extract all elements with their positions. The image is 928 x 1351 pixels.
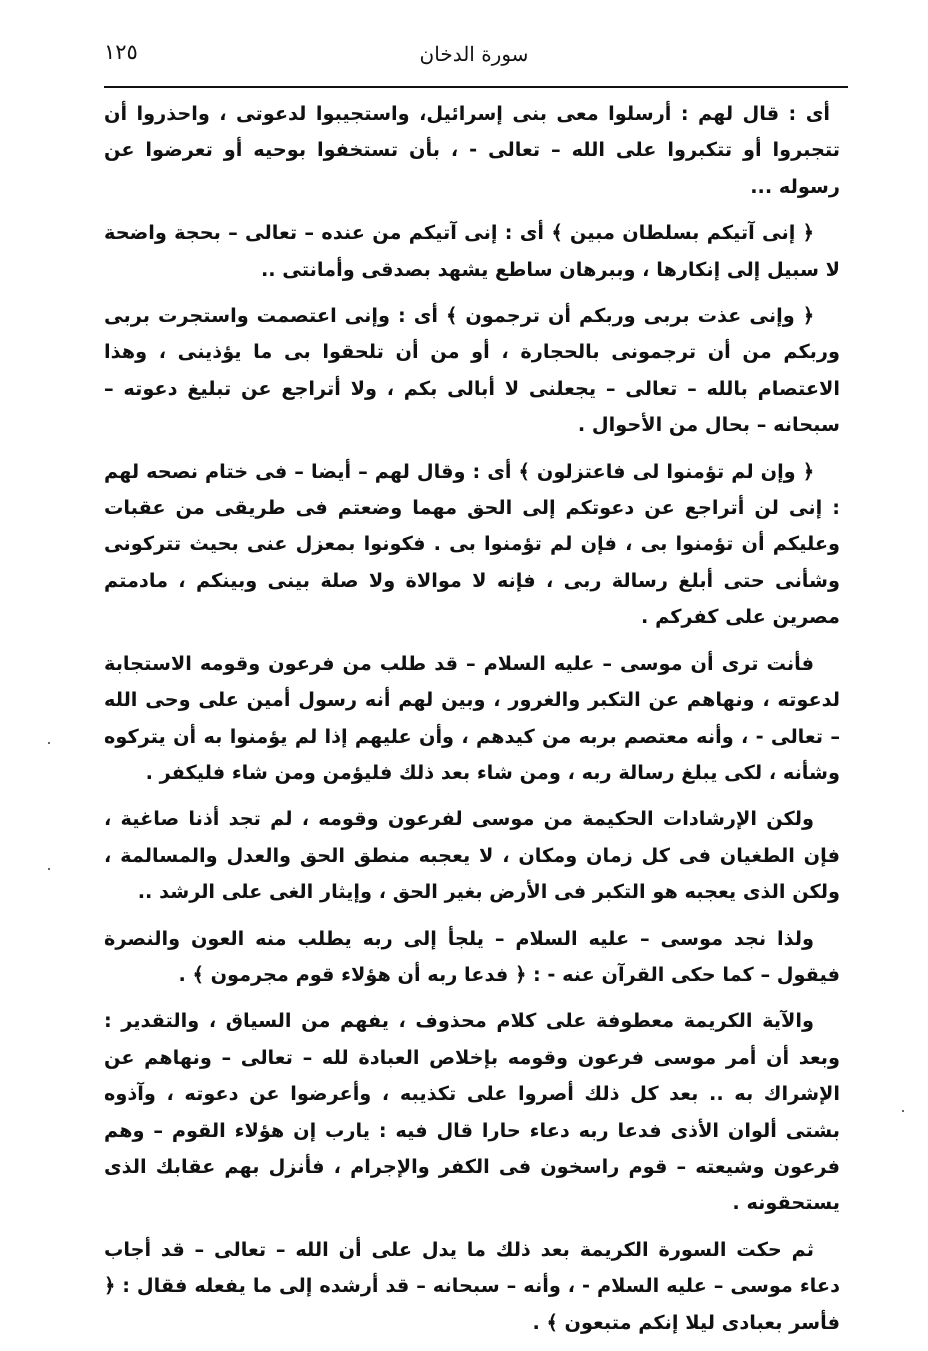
header-rule — [104, 86, 848, 88]
paragraph-8: والآية الكريمة معطوفة على كلام محذوف ، يفهم من السياق ، والتقدير : وبعد أن أمر موسى فرعون وقومه بإخلاص العبادة لله – تعالى – ونهاهم عن الإشراك به .. بعد كل ذلك أصروا على تكذيبه ، وأعرضوا عن دعوته ، وآذوه بشتى ألوان الأذى فدعا ربه دعاء حارا قال فيه : يارب إن هؤلاء القوم – وهم فرعون وشيعته – قوم راسخون فى الكفر والإجرام ، فأنزل بهم عقابك الذى يستحقونه . — [104, 1009, 840, 1215]
paragraph-1: أى : قال لهم : أرسلوا معى بنى إسرائيل، واستجيبوا لدعوتى ، واحذروا أن تتجبروا أو تتكبروا على الله – تعالى - ، بأن تستخفوا بوحيه أو تعرضوا عن رسوله ... — [104, 102, 840, 198]
scan-speck — [48, 742, 50, 744]
page-title: سورة الدخان — [419, 42, 529, 66]
paragraph-5: فأنت ترى أن موسى – عليه السلام – قد طلب من فرعون وقومه الاستجابة لدعوته ، ونهاهم عن التكبر والغرور ، وبين لهم أنه رسول أمين على وحى الله – تعالى - ، وأنه معتصم بربه من كيدهم ، وأن عليهم إذا لم يؤمنوا به أن يتركوه وشأنه ، لكى يبلغ رسالة ربه ، ومن شاء بعد ذلك فليؤمن ومن شاء فليكفر . — [104, 651, 840, 784]
paragraph-3: ﴿ وإنى عذت بربى وربكم أن ترجمون ﴾ أى : وإنى اعتصمت واستجرت بربى وربكم من أن ترجمونى بالحجارة ، أو من أن تلحقوا بى ما يؤذينى ، وهذا الاعتصام بالله – تعالى – يجعلنى لا أبالى بكم ، ولا أتراجع عن تبليغ دعوته – سبحانه – بحال من الأحوال . — [104, 304, 840, 437]
page-body — [104, 96, 840, 1351]
paragraph-2: ﴿ إنى آتيكم بسلطان مبين ﴾ أى : إنى آتيكم من عنده – تعالى – بحجة واضحة لا سبيل إلى إنكارها ، وببرهان ساطع يشهد بصدقى وأمانتى .. — [104, 221, 840, 281]
paragraph-7: ولذا نجد موسى – عليه السلام – يلجأ إلى ربه يطلب منه العون والنصرة فيقول – كما حكى القرآن عنه - : ﴿ فدعا ربه أن هؤلاء قوم مجرمون ﴾ . — [104, 926, 840, 986]
page-header — [104, 38, 844, 82]
paragraph-4: ﴿ وإن لم تؤمنوا لى فاعتزلون ﴾ أى : وقال لهم – أيضا – فى ختام نصحه لهم : إنى لن أتراجع عن دعوتكم إلى الحق مهما وضعتم فى طريقى من عقبات وعليكم أن تؤمنوا بى ، فإن لم تؤمنوا بى . فكونوا بمعزل عنى بحيث تتركونى وشأنى حتى أبلغ رسالة ربى ، فإنه لا موالاة ولا صلة بينى وبينكم ، مادمتم مصرين على كفركم . — [104, 459, 840, 629]
scan-speck — [902, 1110, 904, 1112]
paragraph-9: ثم حكت السورة الكريمة بعد ذلك ما يدل على أن الله – تعالى – قد أجاب دعاء موسى – عليه السلام - ، وأنه – سبحانه – قد أرشده إلى ما يفعله فقال : ﴿ فأسر بعبادى ليلا إنكم متبعون ﴾ . — [104, 1237, 840, 1334]
paragraph-6: ولكن الإرشادات الحكيمة من موسى لفرعون وقومه ، لم تجد أذنا صاغية ، فإن الطغيان فى كل زمان ومكان ، لا يعجبه منطق الحق والعدل والمسالمة ، ولكن الذى يعجبه هو التكبر فى الأرض بغير الحق ، وإيثار الغى على الرشد .. — [104, 807, 840, 904]
page-number: ١٢٥ — [104, 40, 138, 64]
scan-speck — [48, 868, 50, 870]
